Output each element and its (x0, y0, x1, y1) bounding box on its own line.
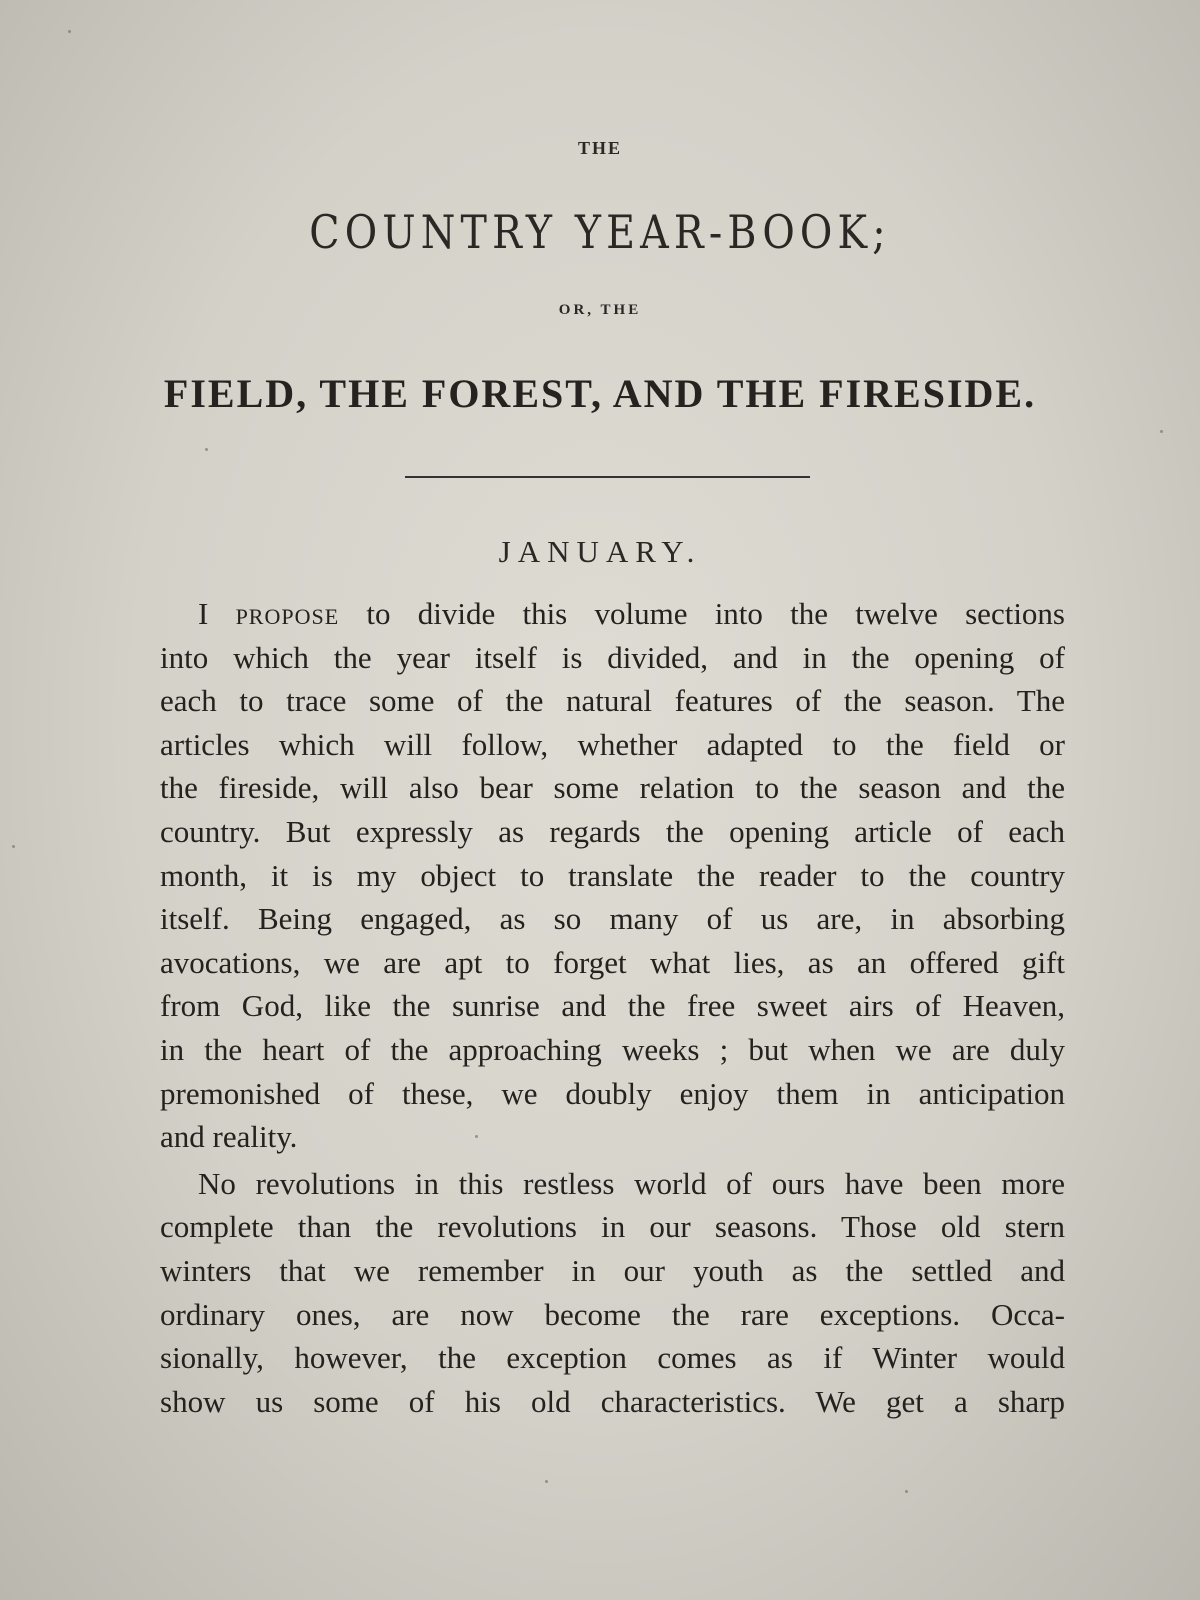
paragraph-1-line: country. But expressly as regards the opening article of each (160, 813, 1065, 849)
title-divider (405, 476, 810, 478)
paragraph-2-line: ordinary ones, are now become the rare exceptions. Occa- (160, 1296, 1065, 1332)
title-prefix: THE (577, 138, 622, 158)
paragraph-1-line: the fireside, will also bear some relation to the season and the (160, 770, 1065, 806)
line-text: to divide this volume into the twelve sections (339, 596, 1065, 631)
paragraph-1-line: into which the year itself is divided, and in the opening of (160, 639, 1065, 675)
paragraph-1-line: itself. Being engaged, as so many of us are, in absorbing (160, 901, 1065, 937)
paragraph-1-line: premonished of these, we doubly enjoy them in anticipation (160, 1075, 1065, 1111)
paragraph-1-line: articles which will follow, whether adapted to the field or (160, 726, 1065, 762)
section-heading: JANUARY. (498, 534, 702, 569)
title-connector: OR, THE (558, 302, 642, 318)
paper-speck (68, 30, 71, 33)
paragraph-2-line: sionally, however, the exception comes as if Winter would (160, 1340, 1065, 1376)
paragraph-1-line: and reality. (160, 1119, 298, 1155)
paper-speck (12, 845, 15, 848)
paragraph-2-line: complete than the revolutions in our seasons. Those old stern (160, 1209, 1065, 1245)
paragraph-1-line: month, it is my object to translate the reader to the country (160, 857, 1065, 893)
paper-speck (475, 1135, 478, 1138)
paragraph-1-line: avocations, we are apt to forget what lies, as an offered gift (160, 944, 1065, 980)
paragraph-2-line: winters that we remember in our youth as the settled and (160, 1252, 1065, 1288)
paragraph-2-line: No revolutions in this restless world of ours have been more (198, 1165, 1065, 1201)
paper-speck (545, 1480, 548, 1483)
paragraph-1-line: from God, like the sunrise and the free sweet airs of Heaven, (160, 988, 1065, 1024)
drop-lead: I (198, 596, 236, 631)
paragraph-2-line: show us some of his old characteristics. We get a sharp (160, 1383, 1065, 1419)
book-subtitle: FIELD, THE FOREST, AND THE FIRESIDE. (163, 371, 1037, 416)
paper-speck (205, 448, 208, 451)
paragraph-1-line-1 (160, 592, 1065, 636)
book-title: COUNTRY YEAR-BOOK; (309, 205, 891, 259)
paragraph-1-line: in the heart of the approaching weeks ; but when we are duly (160, 1031, 1065, 1067)
paper-speck (1160, 430, 1163, 433)
paragraph-1-line: each to trace some of the natural features of the season. The (160, 683, 1065, 719)
small-caps-word: propose (235, 596, 340, 631)
body-text (160, 592, 1065, 1423)
paper-speck (905, 1490, 908, 1493)
